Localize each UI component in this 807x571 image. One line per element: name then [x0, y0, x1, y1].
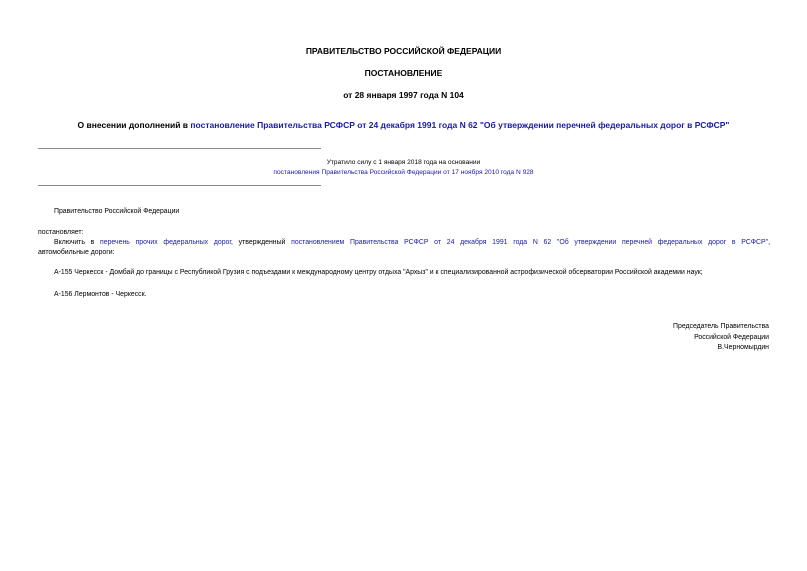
include-text-c: , — [768, 239, 770, 246]
government-heading: ПРАВИТЕЛЬСТВО РОССИЙСКОЙ ФЕДЕРАЦИИ — [305, 46, 502, 56]
status-bottom-divider — [38, 185, 321, 186]
date-number-heading: от 28 января 1997 года N 104 — [343, 90, 464, 100]
resolves-text: постановляет: — [38, 229, 84, 236]
road-a156: А-156 Лермонтов - Черкесск. — [54, 291, 147, 298]
include-text-a: Включить в — [54, 239, 101, 246]
title-source-link[interactable]: постановление Правительства РСФСР от 24 декабря 1991 года N 62 "Об утверждении перечней федеральных дорог в РСФСР" — [190, 120, 730, 130]
paragraph-include — [38, 238, 770, 258]
status-top-divider — [38, 148, 321, 149]
paragraph-include-line1 — [38, 238, 770, 248]
status-note-link-wrap — [0, 169, 807, 176]
signature-org: Российской Федерации — [694, 333, 769, 341]
status-note-line: Утратило силу с 1 января 2018 года на основании — [326, 159, 481, 166]
include-text-b: , утвержденный — [231, 239, 292, 246]
intro-text: Правительство Российской Федерации — [54, 208, 180, 215]
signature-position: Председатель Правительства — [673, 323, 769, 330]
other-federal-roads-link[interactable]: перечень прочих федеральных дорог — [100, 239, 232, 246]
signature-block — [673, 322, 769, 354]
resolution-62-link[interactable]: постановлением Правительства РСФСР от 24 декабря 1991 года N 62 "Об утверждении перечней федеральных дорог в РСФСР" — [291, 239, 769, 246]
paragraph-include-line2: автомобильные дороги: — [38, 249, 115, 256]
signature-name: В.Черномырдин — [717, 344, 769, 351]
status-repeal-link[interactable]: постановления Правительства Российской Федерации от 17 ноября 2010 года N 928 — [273, 169, 534, 176]
road-a155: А-155 Черкесск - Домбай до границы с Республикой Грузия с подъездами к международному центру отдыха "Архыз" и к специализированной астрофизической обсерватории Российской академии наук; — [54, 269, 703, 276]
document-title — [0, 120, 807, 130]
title-prefix: О внесении дополнений в — [77, 120, 191, 130]
document-type-heading: ПОСТАНОВЛЕНИЕ — [364, 68, 443, 78]
